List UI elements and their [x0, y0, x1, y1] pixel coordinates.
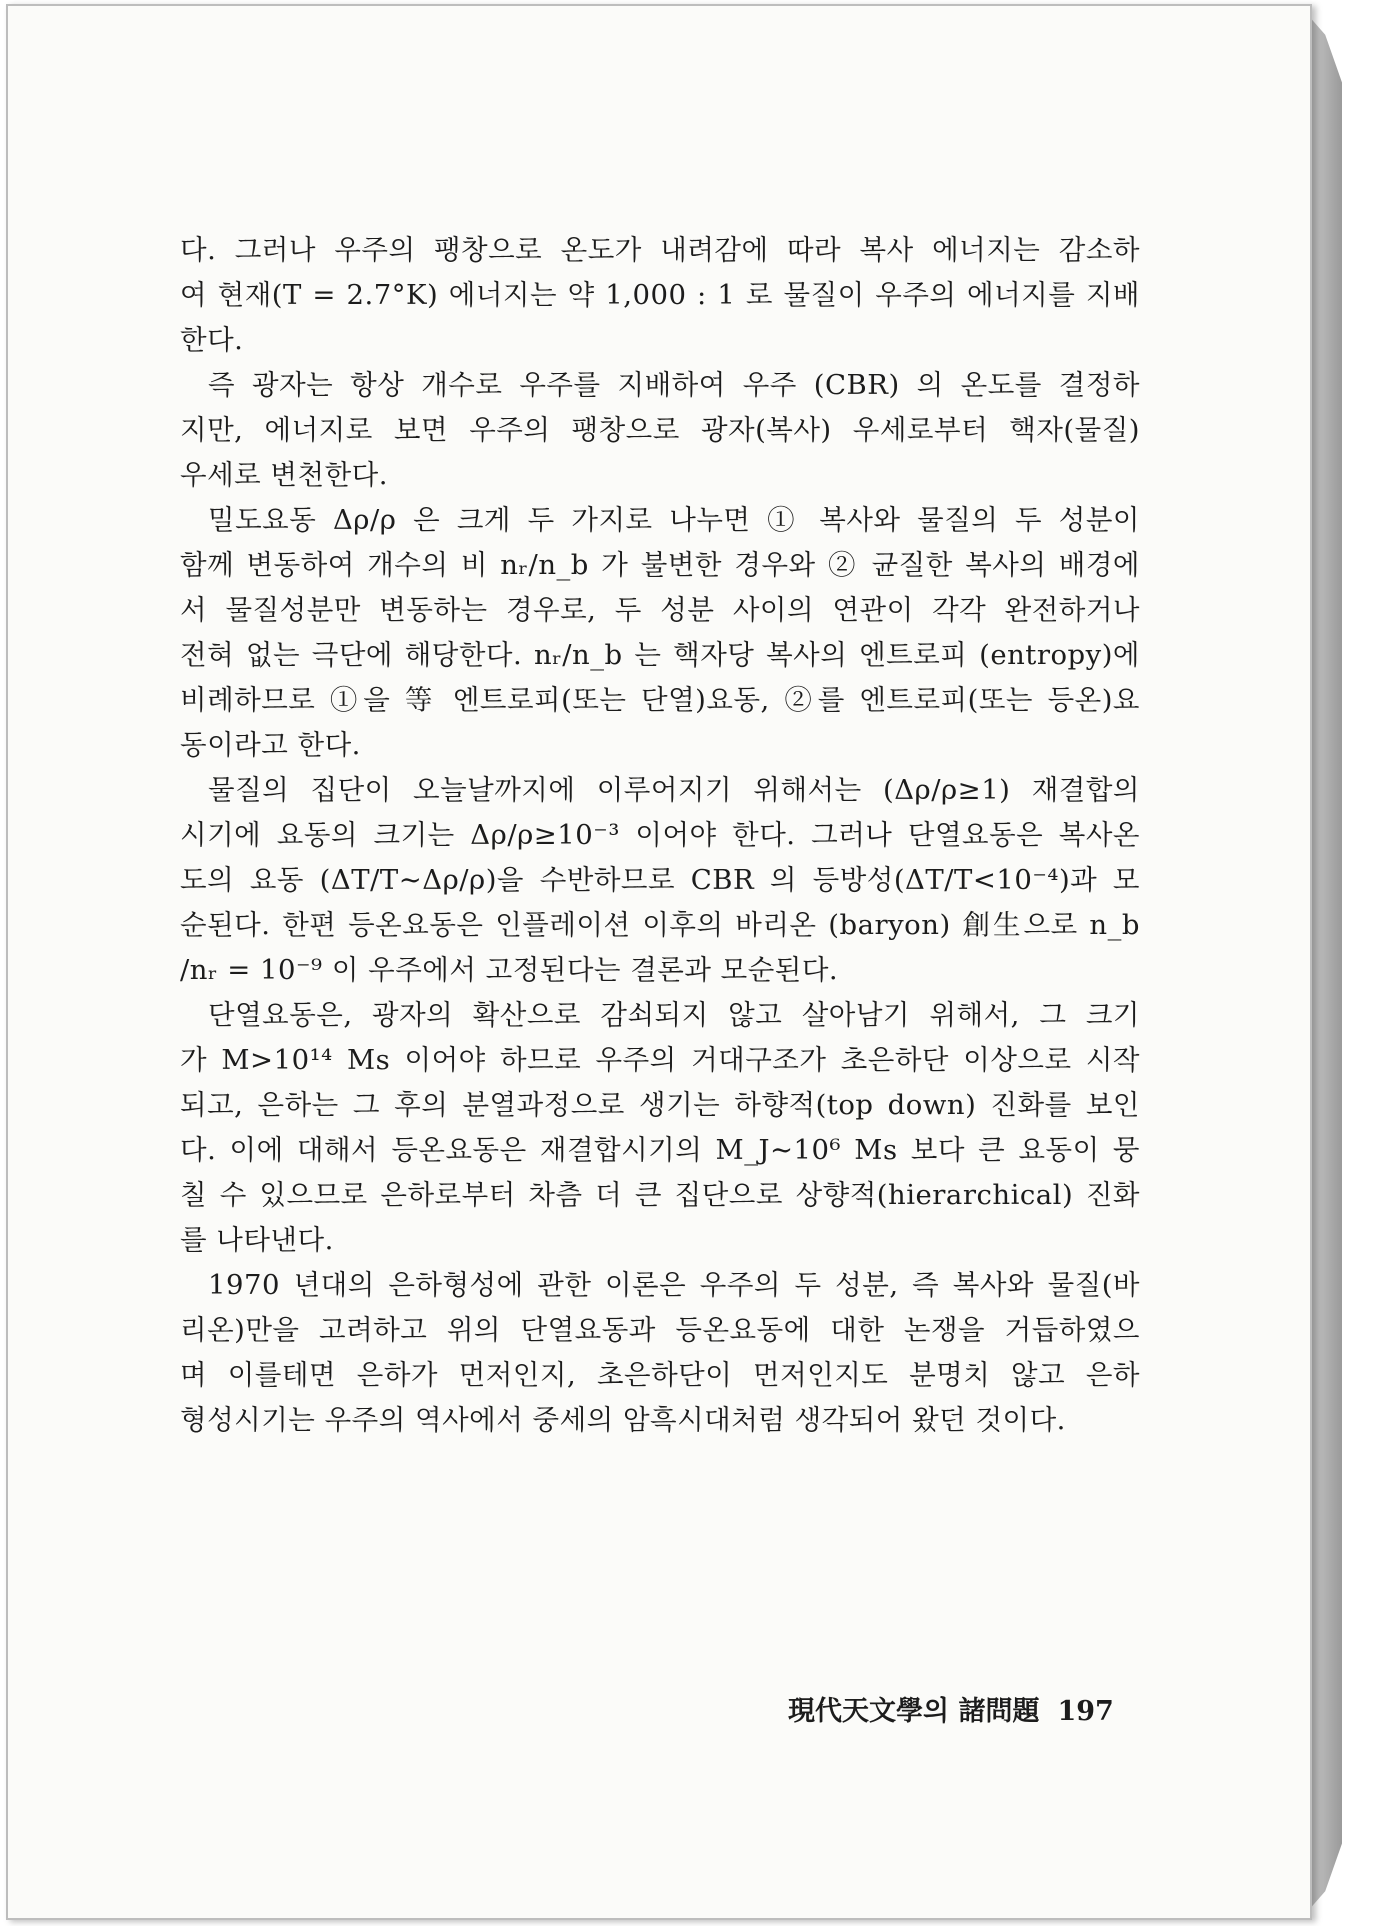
text-line: 전혀 없는 극단에 해당한다. nᵣ/n_b 는 핵자당 복사의 엔트로피 (entropy)에 — [180, 639, 1140, 671]
text-line: 물질의 집단이 오늘날까지에 이루어지기 위해서는 (Δρ/ρ≥1) 재결합의 — [208, 774, 1140, 806]
book-title: 現代天文學의 諸問題 — [788, 1696, 1040, 1727]
text-line: 비례하므로 ①을 等 엔트로피(또는 단열)요동, ②를 엔트로피(또는 등온)요 — [180, 684, 1140, 716]
text-line: 단열요동은, 광자의 확산으로 감쇠되지 않고 살아남기 위해서, 그 크기 — [208, 999, 1140, 1031]
text-line: 리온)만을 고려하고 위의 단열요동과 등온요동에 대한 논쟁을 거듭하였으 — [180, 1314, 1140, 1346]
body-text — [180, 228, 1140, 1443]
text-line: 칠 수 있으므로 은하로부터 차츰 더 큰 집단으로 상향적(hierarchical) 진화 — [180, 1179, 1140, 1211]
text-line: 도의 요동 (ΔT/T∼Δρ/ρ)을 수반하므로 CBR 의 등방성(ΔT/T<10⁻⁴)과 모 — [180, 864, 1140, 896]
text-line: 밀도요동 Δρ/ρ 은 크게 두 가지로 나누면 ① 복사와 물질의 두 성분이 — [208, 504, 1140, 536]
text-line: 다. 그러나 우주의 팽창으로 온도가 내려감에 따라 복사 에너지는 감소하 — [180, 234, 1140, 266]
text-line: 다. 이에 대해서 등온요동은 재결합시기의 M_J∼10⁶ Ms 보다 큰 요동이 뭉 — [180, 1134, 1140, 1166]
text-line: 서 물질성분만 변동하는 경우로, 두 성분 사이의 연관이 각각 완전하거나 — [180, 594, 1140, 626]
book-page — [6, 4, 1312, 1920]
text-line: 되고, 은하는 그 후의 분열과정으로 생기는 하향적(top down) 진화를 보인 — [180, 1089, 1140, 1121]
text-line: 시기에 요동의 크기는 Δρ/ρ≥10⁻³ 이어야 한다. 그러나 단열요동은 복사온 — [180, 819, 1140, 851]
text-line: 지만, 에너지로 보면 우주의 팽창으로 광자(복사) 우세로부터 핵자(물질) — [180, 414, 1140, 446]
text-line: 한다. — [180, 324, 244, 356]
text-line: 동이라고 한다. — [180, 729, 361, 761]
text-line: /nᵣ = 10⁻⁹ 이 우주에서 고정된다는 결론과 모순된다. — [180, 954, 839, 986]
text-line: 여 현재(T = 2.7°K) 에너지는 약 1,000 : 1 로 물질이 우주의 에너지를 지배 — [180, 279, 1140, 311]
running-footer — [788, 1689, 1114, 1728]
text-line: 우세로 변천한다. — [180, 459, 388, 491]
page-number: 197 — [1057, 1696, 1114, 1727]
text-line: 며 이를테면 은하가 먼저인지, 초은하단이 먼저인지도 분명치 않고 은하 — [180, 1359, 1140, 1391]
text-line: 함께 변동하여 개수의 비 nᵣ/n_b 가 불변한 경우와 ② 균질한 복사의 배경에 — [180, 549, 1140, 581]
text-line: 가 M>10¹⁴ Ms 이어야 하므로 우주의 거대구조가 초은하단 이상으로 시작 — [180, 1044, 1140, 1076]
text-line: 즉 광자는 항상 개수로 우주를 지배하여 우주 (CBR) 의 온도를 결정하 — [208, 369, 1140, 401]
text-line: 1970 년대의 은하형성에 관한 이론은 우주의 두 성분, 즉 복사와 물질(바 — [208, 1269, 1140, 1301]
text-line: 형성시기는 우주의 역사에서 중세의 암흑시대처럼 생각되어 왔던 것이다. — [180, 1404, 1066, 1436]
text-line: 를 나타낸다. — [180, 1224, 334, 1256]
text-line: 순된다. 한편 등온요동은 인플레이션 이후의 바리온 (baryon) 創生으로 n_b — [180, 909, 1140, 941]
